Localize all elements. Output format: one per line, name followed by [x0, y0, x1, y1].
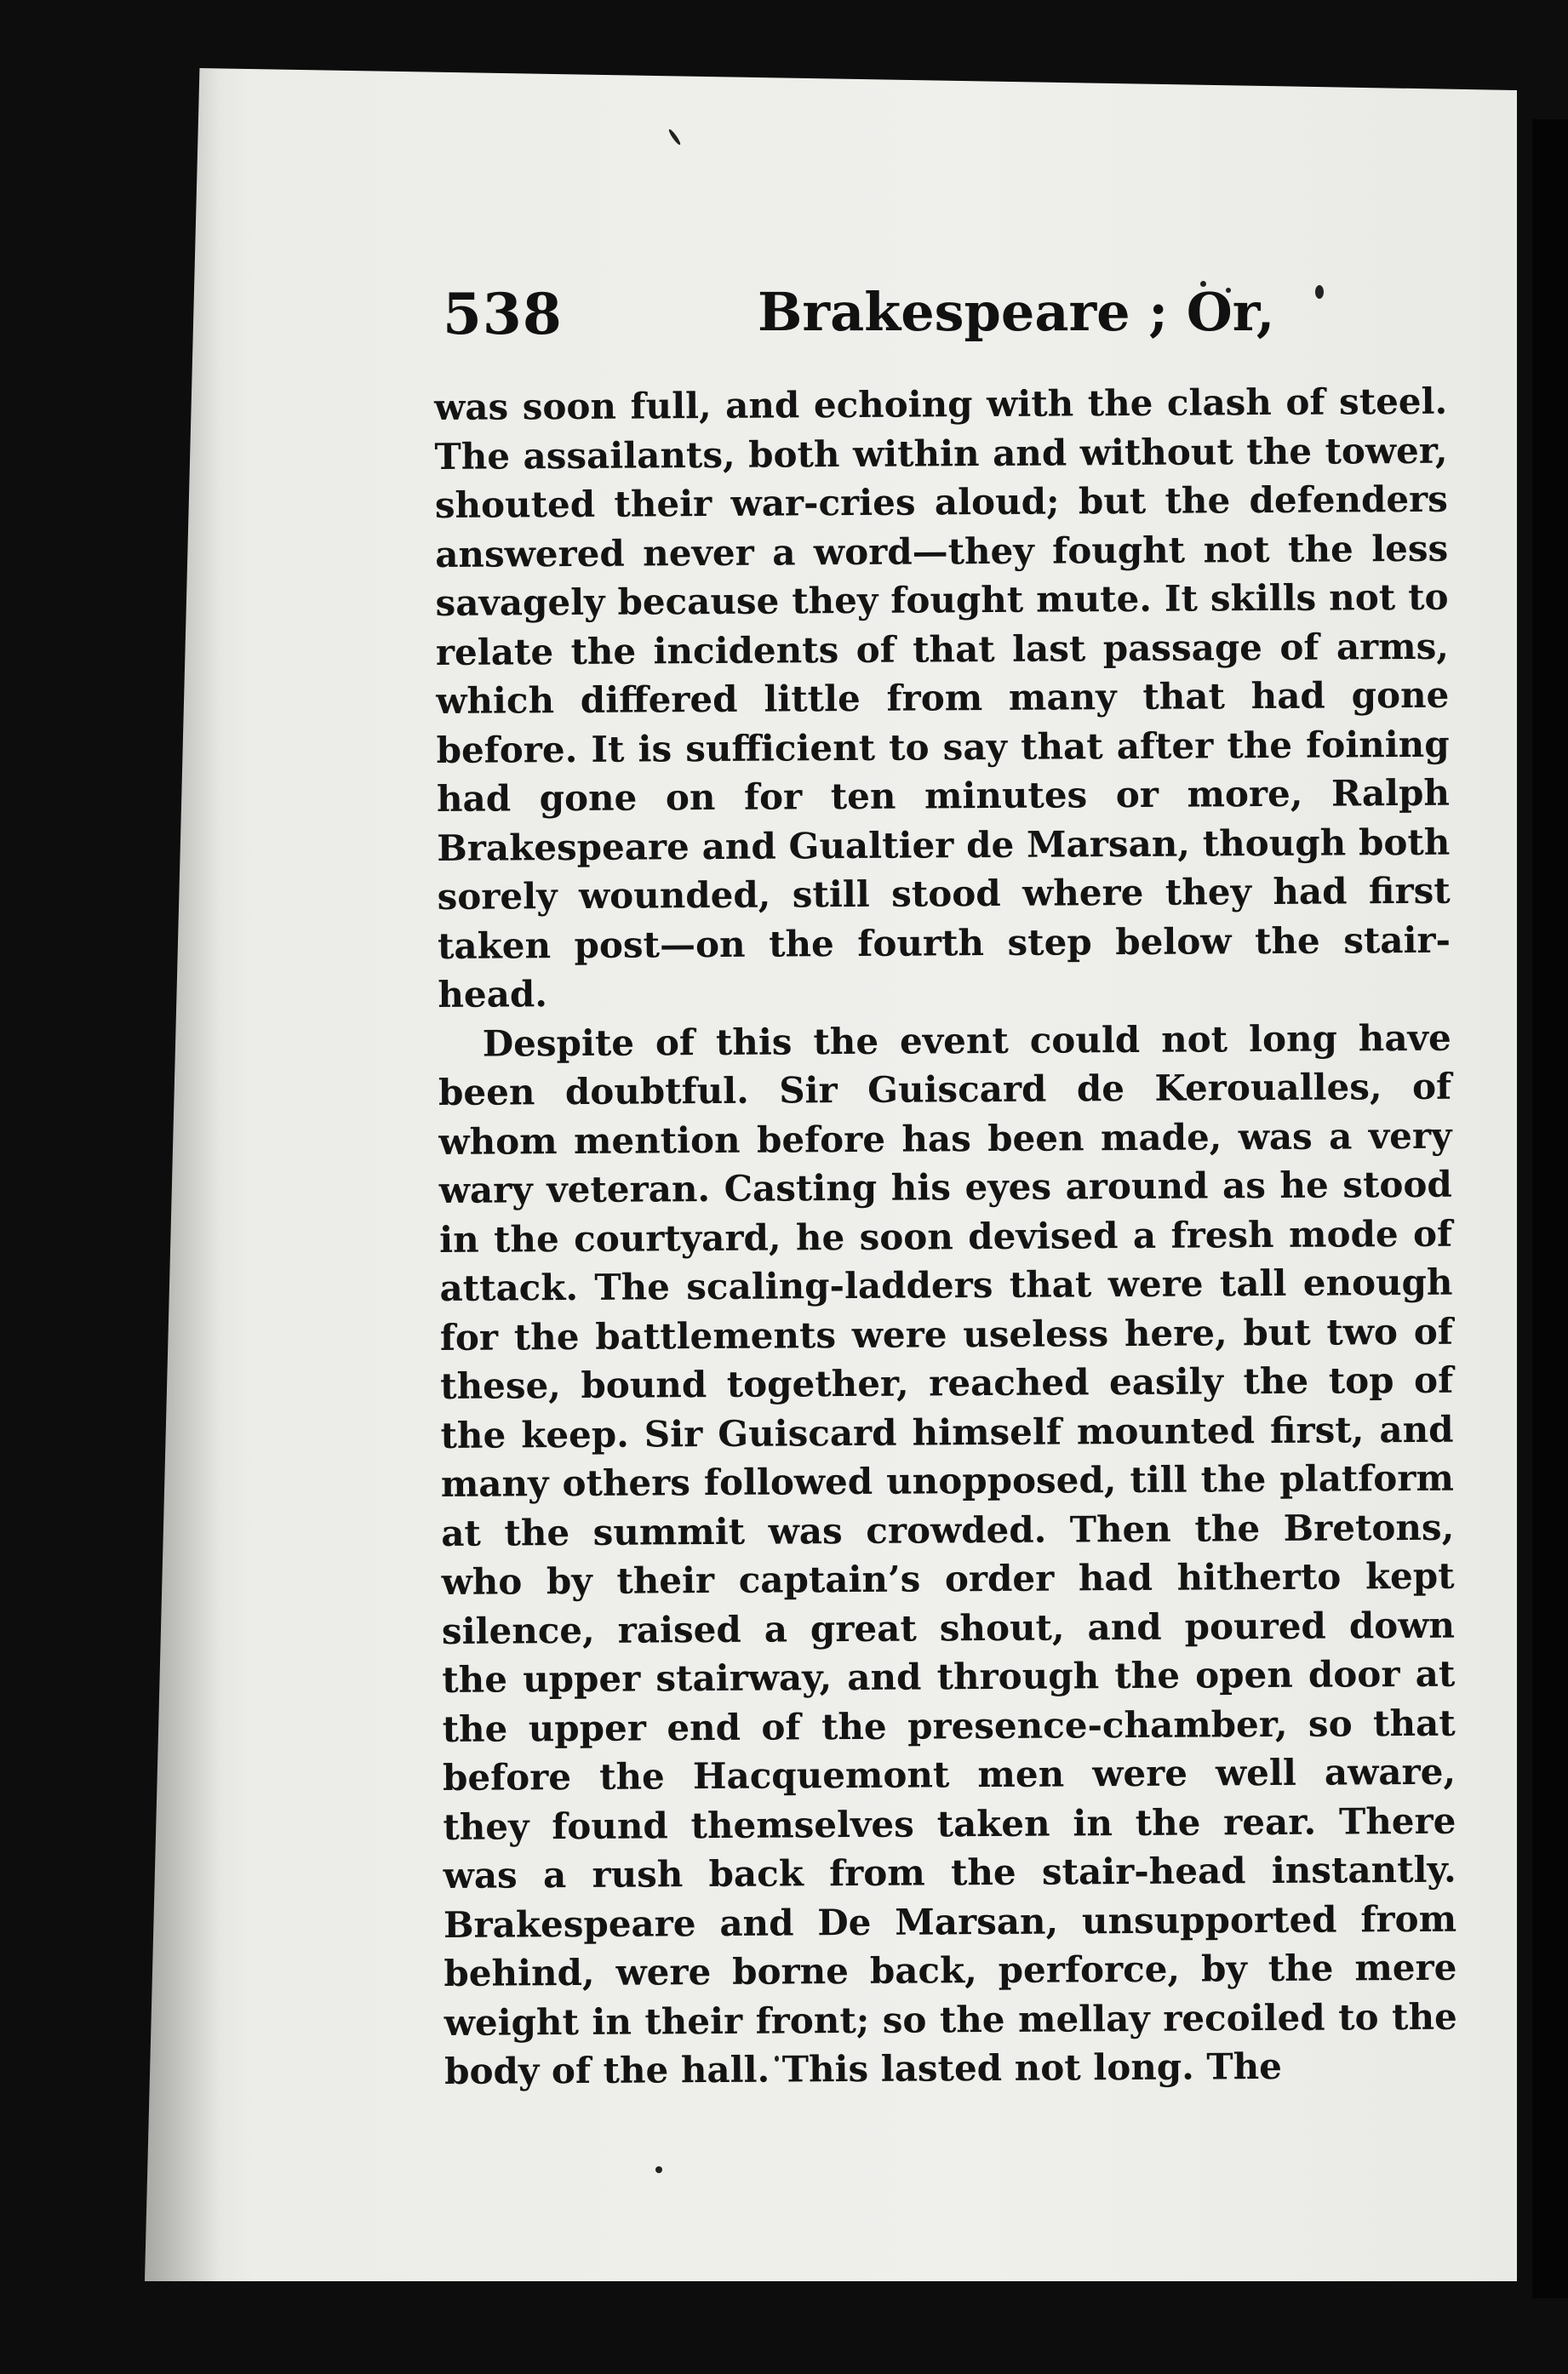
- running-title: Brakespeare ; Or,: [758, 281, 1275, 343]
- scan-speck: [655, 2166, 662, 2173]
- paragraph-2: Despite of this the event could not long have been doubtful. Sir Guiscard de Keroualles, of whom mention before has been made, was a very wary veteran. Casting his eyes around as he stood in the courtyard, he soon devised a fresh mode of attack. The scaling-ladders that were tall enough for the battlements were useless here, but two of these, bound together, reached easily the top of the keep. Sir Guiscard himself mounted first, and many others followed unopposed, till the platform at the summit was crowded. Then the Bretons, who by their captain’s order had hitherto kept silence, raised a great shout, and poured down the upper stairway, and through the open door at the upper end of the presence-chamber, so that before the Hacquemont men were well aware, they found themselves taken in the rear. There was a rush back from the stair-head instantly. Brakespeare and De Marsan, unsupported from behind, were borne back, perforce, by the mere weight in their front; so the mellay recoiled to the body of the hall. This lasted not long. The: [438, 1016, 1457, 2092]
- body-text: [434, 377, 1457, 2097]
- page-number: 538: [443, 281, 563, 347]
- page-gutter-shadow: [145, 68, 221, 2281]
- page-header: [443, 281, 1336, 375]
- paragraph-1: was soon full, and echoing with the clash of steel. The assailants, both within and without the tower, shouted their war-cries aloud; but the defenders answered never a word—they fought not the less savagely because they fought mute. It skills not to relate the incidents of that last passage of arms, which differed little from many that had gone before. It is sufficient to say that after the foining had gone on for ten minutes or more, Ralph Brakespeare and Gualtier de Marsan, though both sorely wounded, still stood where they had first taken post—on the fourth step below the stair-head.: [434, 380, 1451, 1015]
- scan-border-right: [1532, 119, 1568, 2298]
